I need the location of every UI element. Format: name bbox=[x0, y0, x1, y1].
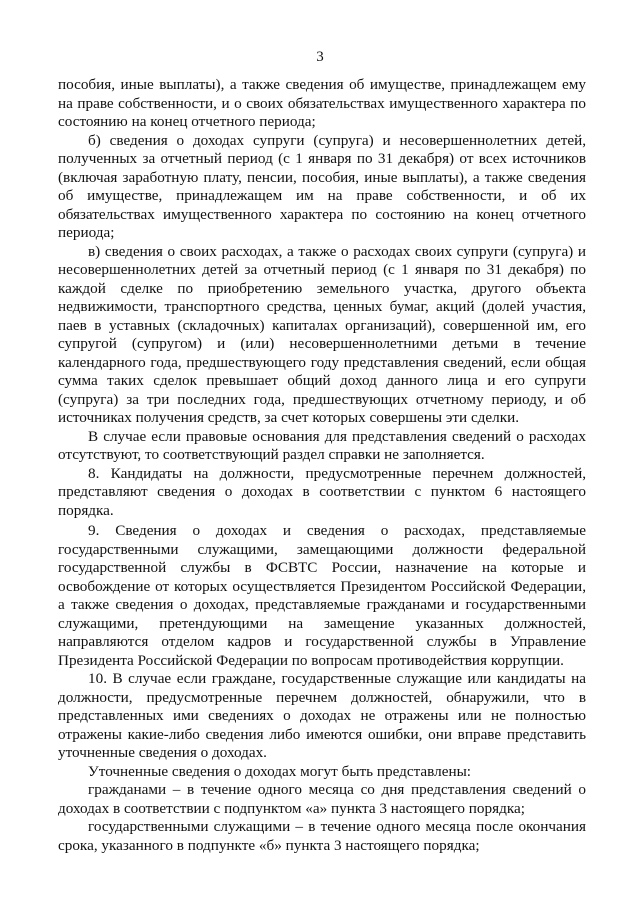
page-number: 3 bbox=[316, 49, 324, 65]
paragraph-civil-servants: государственными служащими – в течение одного месяца после окончания срока, указанного в подпункте «б» пункта 3 настоящего порядка; bbox=[58, 818, 586, 854]
paragraph-item-8: 8. Кандидаты на должности, предусмотренные перечнем должностей, представляют сведения о доходах в соответствии с пунктом 6 настоящего порядка. bbox=[58, 464, 586, 519]
paragraph-continuation: пособия, иные выплаты), а также сведения об имуществе, принадлежащем ему на праве собственности, и о своих обязательствах имущественного характера по состоянию на конец отчетного периода; bbox=[58, 76, 586, 130]
paragraph-citizens: гражданами – в течение одного месяца со дня представления сведений о доходах в соответствии с подпунктом «а» пункта 3 настоящего порядка; bbox=[58, 781, 586, 817]
paragraph-item-9: 9. Сведения о доходах и сведения о расходах, представляемые государственными служащими, замещающими должности федеральной государственной службы в ФСВТС России, назначение на которые и освобождение от которых осуществляется Президентом Российской Федерации, а также сведения о доходах, представляемые гражданами и государственными служащими, претендующими на замещение указанных должностей, направляются отделом кадров и государственной службы в Управление Президента Российской Федерации по вопросам противодействия коррупции. bbox=[58, 522, 586, 669]
paragraph-no-expenses: В случае если правовые основания для представления сведений о расходах отсутствуют, то соответствующий раздел справки не заполняется. bbox=[58, 427, 586, 463]
document-body bbox=[58, 76, 586, 855]
paragraph-clarified-info: Уточненные сведения о доходах могут быть представлены: bbox=[88, 762, 472, 780]
paragraph-subitem-v: в) сведения о своих расходах, а также о расходах своих супруги (супруга) и несовершеннолетних детей за отчетный период (с 1 января по 31 декабря) по каждой сделке по приобретению земельного участка, другого объекта недвижимости, транспортного средства, ценных бумаг, акций (долей участия, паев в уставных (складочных) капиталах организаций), совершенной им, его супругой (супругом) и (или) несовершеннолетними детьми в течение календарного года, предшествующего году представления сведений, если общая сумма таких сделок превышает общий доход данного лица и его супруги (супруга) за три последних года, предшествующих отчетному периоду, и об источниках получения средств, за счет которых совершены эти сделки. bbox=[58, 242, 586, 426]
paragraph-subitem-b: б) сведения о доходах супруги (супруга) и несовершеннолетних детей, полученных за отчетный период (с 1 января по 31 декабря) от всех источников (включая заработную плату, пенсии, пособия, иные выплаты), а также сведения об имуществе, принадлежащем им на праве собственности, и об их обязательствах имущественного характера по состоянию на конец отчетного периода; bbox=[58, 131, 586, 241]
paragraph-item-10: 10. В случае если граждане, государственные служащие или кандидаты на должности, предусмотренные перечнем должностей, обнаружили, что в представленных ими сведениях о доходах не отражены или не полностью отражены какие-либо сведения либо имеются ошибки, они вправе представить уточненные сведения о доходах. bbox=[58, 670, 586, 761]
